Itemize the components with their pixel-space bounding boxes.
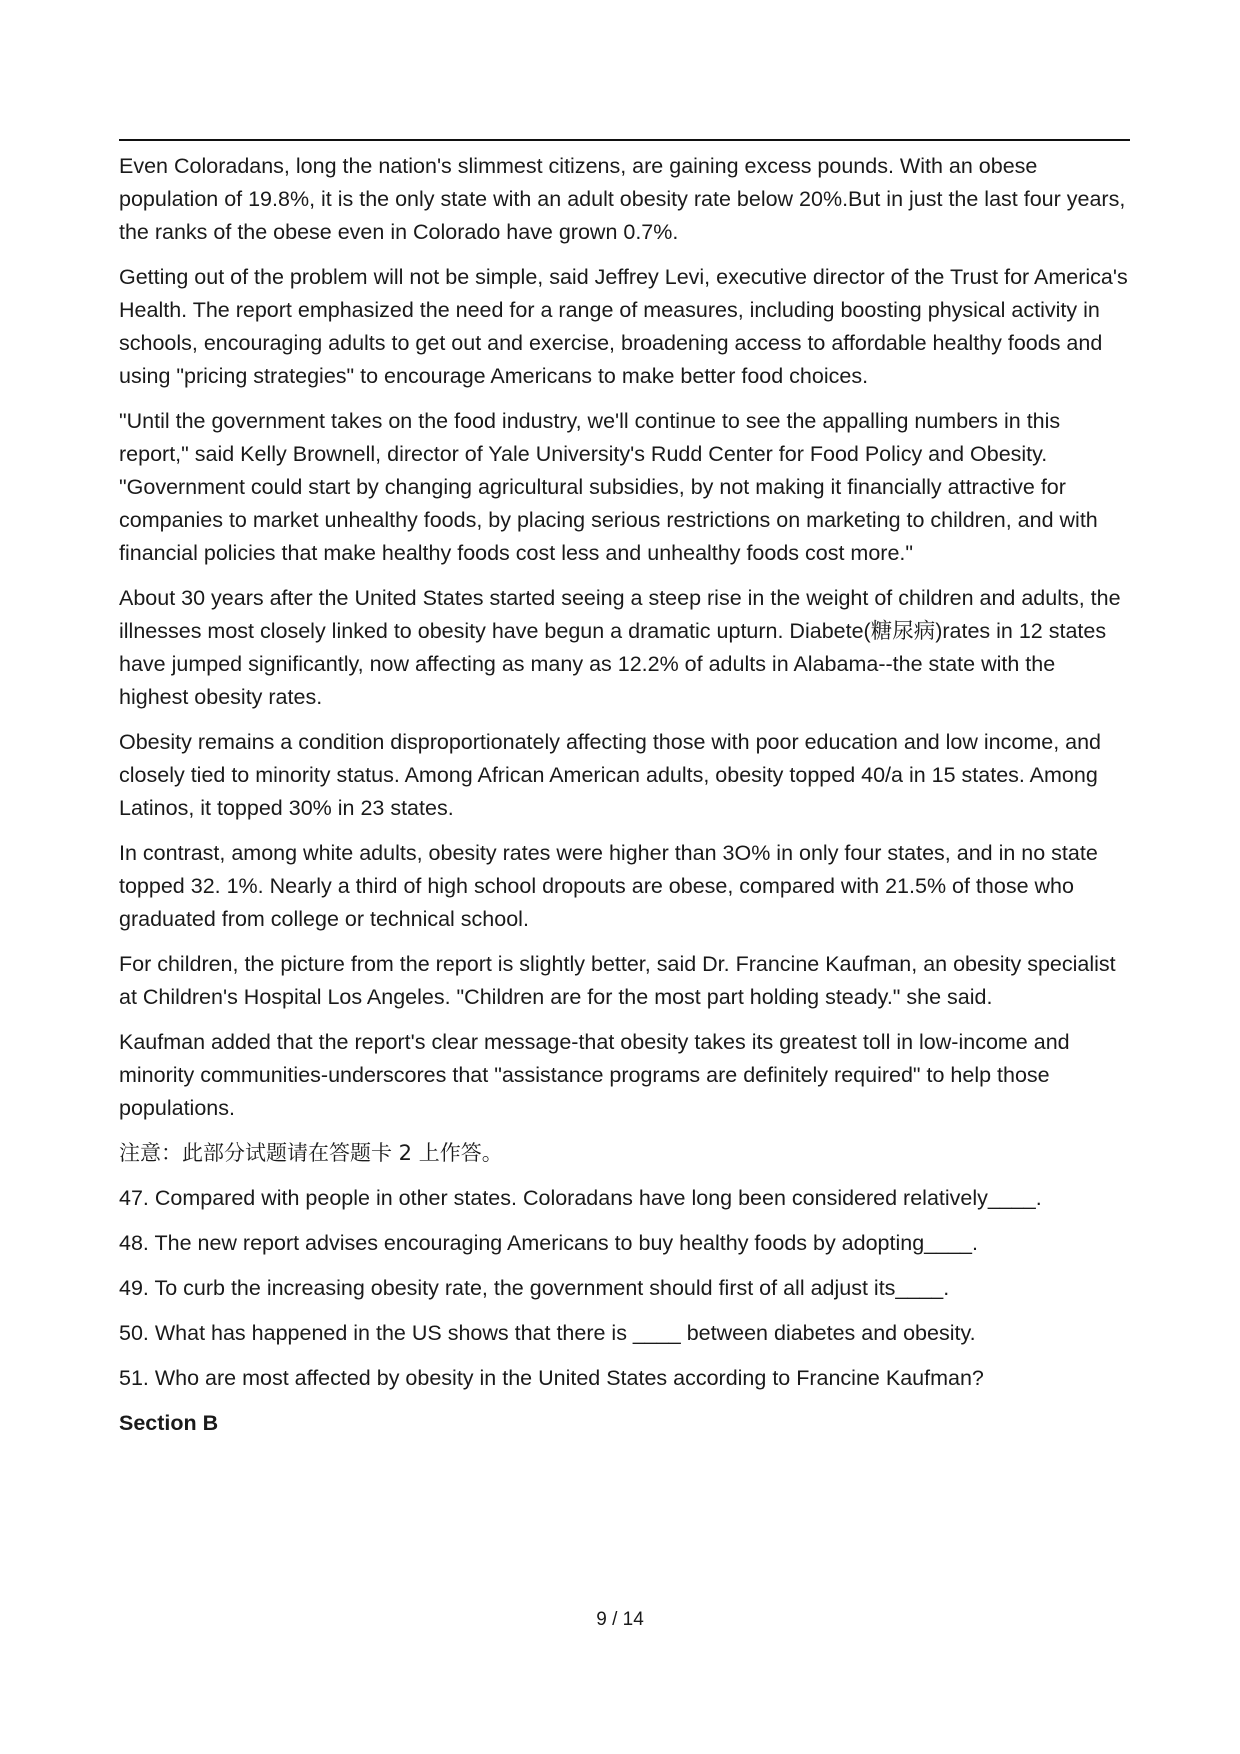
paragraph-brownell: "Until the government takes on the food industry, we'll continue to see the appalling numbers in this report," said Kelly Brownell, director of Yale University's Rudd Center for Food Policy and Obesity. "Government could start by changing agricultural subsidies, by not making it financially attractive for companies to market unhealthy foods, by placing serious restrictions on marketing to children, and with financial policies that make healthy foods cost less and unhealthy foods cost more." [119, 409, 1098, 565]
paragraph-minority: Obesity remains a condition disproportionately affecting those with poor education and low income, and closely tied to minority status. Among African American adults, obesity topped 40/a in 15 states. Among Latinos, it topped 30% in 23 states. [119, 730, 1102, 820]
page-content [119, 150, 1130, 1440]
question-48: 48. The new report advises encouraging Americans to buy healthy foods by adopting____. [119, 1231, 978, 1255]
header-divider [119, 139, 1130, 141]
answer-sheet-note: 注意：此部分试题请在答题卡 2 上作答。 [119, 1141, 503, 1165]
question-47: 47. Compared with people in other states. Coloradans have long been considered relatively____. [119, 1186, 1042, 1210]
paragraph-levi: Getting out of the problem will not be simple, said Jeffrey Levi, executive director of the Trust for America's Health. The report emphasized the need for a range of measures, including boosting physical activity in schools, encouraging adults to get out and exercise, broadening access to affordable healthy foods and using "pricing strategies" to encourage Americans to make better food choices. [119, 265, 1128, 388]
question-50: 50. What has happened in the US shows that there is ____ between diabetes and obesity. [119, 1321, 976, 1345]
paragraph-children: For children, the picture from the report is slightly better, said Dr. Francine Kaufman, an obesity specialist at Children's Hospital Los Angeles. "Children are for the most part holding steady." she said. [119, 952, 1116, 1009]
paragraph-white-adults: In contrast, among white adults, obesity rates were higher than 3O% in only four states, and in no state topped 32. 1%. Nearly a third of high school dropouts are obese, compared with 21.5% of those who graduated from college or technical school. [119, 841, 1098, 931]
paragraph-kaufman: Kaufman added that the report's clear message-that obesity takes its greatest toll in low-income and minority communities-underscores that "assistance programs are definitely required" to help those populations. [119, 1030, 1070, 1120]
question-51: 51. Who are most affected by obesity in the United States according to Francine Kaufman? [119, 1366, 984, 1390]
page-number: 9 / 14 [596, 1609, 644, 1630]
question-49: 49. To curb the increasing obesity rate, the government should first of all adjust its____. [119, 1276, 950, 1300]
paragraph-colorado: Even Coloradans, long the nation's slimmest citizens, are gaining excess pounds. With an obese population of 19.8%, it is the only state with an adult obesity rate below 20%.But in just the last four years, the ranks of the obese even in Colorado have grown 0.7%. [119, 154, 1126, 244]
paragraph-diabetes: About 30 years after the United States started seeing a steep rise in the weight of children and adults, the illnesses most closely linked to obesity have begun a dramatic upturn. Diabete(糖尿病)rates in 12 states have jumped significantly, now affecting as many as 12.2% of adults in Alabama--the state with the highest obesity rates. [119, 586, 1121, 709]
section-b-heading: Section B [119, 1411, 219, 1435]
